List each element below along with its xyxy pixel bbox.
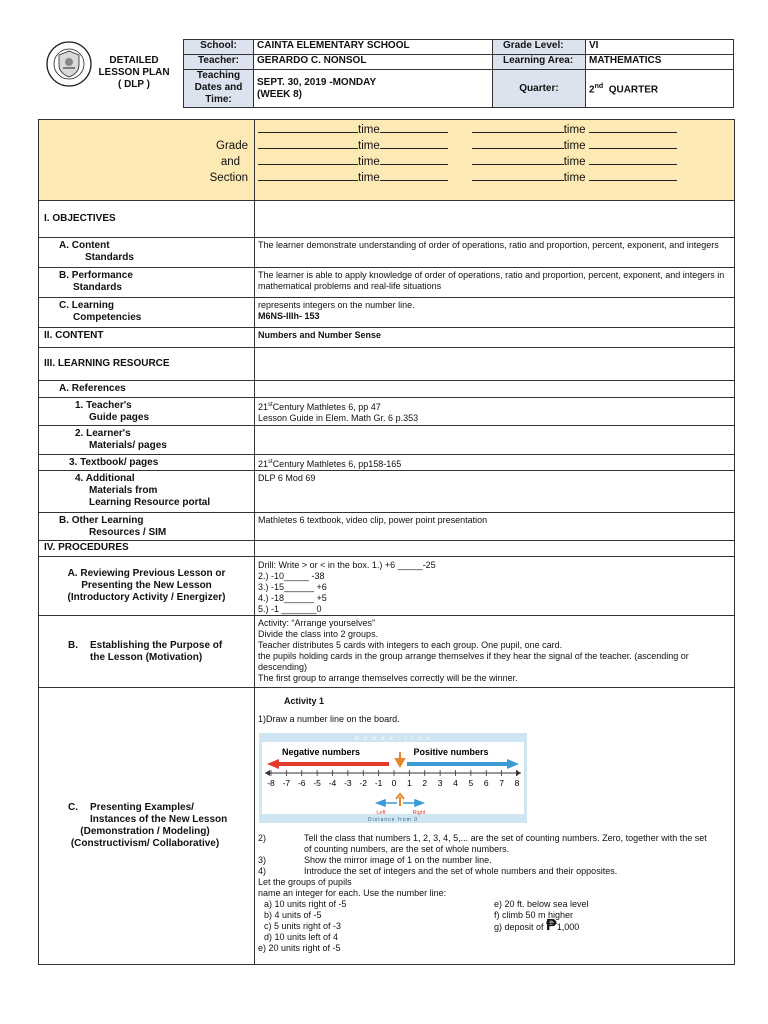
step-text: Show the mirror image of 1 on the number line.: [304, 855, 492, 865]
item-line: f) climb 50 m higher: [494, 910, 574, 920]
groups-line: Let the groups of pupils: [258, 877, 352, 887]
activity-line: the pupils holding cards in the group arrange themselves if they hear the signal of the teacher. (ascending or: [258, 651, 689, 661]
tick-label: -1: [374, 778, 383, 788]
procedure-b-activity: [255, 616, 735, 688]
section-label: Section: [209, 172, 248, 184]
ref-line: Lesson Guide in Elem. Math Gr. 6 p.353: [258, 413, 419, 423]
header-table: [183, 39, 734, 108]
time-line: time: [258, 154, 448, 170]
label-line: (Introductory Activity / Energizer): [67, 592, 226, 603]
drill-line: 2.) -10_____ -38: [258, 571, 325, 581]
label-line: Establishing the Purpose of: [90, 639, 223, 651]
number-line-diagram: [259, 733, 527, 823]
time-column-left: [258, 122, 448, 186]
tick-label: 7: [499, 778, 504, 788]
references-label: A. References: [39, 381, 255, 398]
teacher-label: Teacher:: [184, 55, 254, 70]
time-line: time: [258, 122, 448, 138]
textbook-label: 3. Textbook/ pages: [39, 455, 255, 471]
tick-label: 5: [468, 778, 474, 788]
performance-standards-text: The learner is able to apply knowledge of order of operations, ratio and proportion, percent, exponent, and integers in mathematical problems and real-life situations: [255, 268, 735, 298]
label-line: (Demonstration / Modeling): [80, 826, 210, 837]
tick-label: -4: [328, 778, 337, 788]
ref-num: 21: [258, 402, 269, 412]
time-line: time: [472, 122, 677, 138]
and-label: and: [220, 156, 240, 168]
other-resources-label: [39, 513, 255, 541]
tick-label: 3: [437, 778, 443, 788]
label-line: (Constructivism/ Collaborative): [70, 838, 220, 849]
label-line: Instances of the New Lesson: [90, 814, 228, 825]
teacher-value: GERARDO C. NONSOL: [254, 55, 493, 70]
tick-label: -8: [267, 778, 275, 788]
activity-line: Divide the class into 2 groups.: [258, 629, 379, 639]
textbook-text: [255, 455, 735, 471]
references-blank: [255, 381, 735, 398]
content-text: Numbers and Number Sense: [255, 328, 735, 348]
learning-competencies-label: [39, 298, 255, 328]
label-line: Presenting Examples/: [90, 802, 194, 813]
date-line: SEPT. 30, 2019 -MONDAY: [257, 76, 377, 88]
steps-list: [258, 833, 731, 877]
groups-line: name an integer for each. Use the number line:: [258, 888, 447, 898]
activity-line: Teacher distributes 5 cards with integers to each group. One pupil, one card.: [258, 640, 563, 650]
drill-line: 3.) -15______ +6: [258, 582, 327, 592]
activity-line: The first group to arrange themselves correctly will be the winner.: [258, 673, 518, 683]
item-line: a) 10 units right of -5: [264, 899, 347, 909]
label-line: Resources / SIM: [89, 527, 167, 538]
grade-label: Grade: [216, 140, 248, 152]
distance-label: Distance from 0: [367, 817, 419, 823]
quarter-sup: nd: [594, 82, 604, 90]
activity-line: Activity: “Arrange yourselves”: [258, 618, 376, 628]
procedures-blank: [255, 541, 735, 557]
quarter-label: Quarter:: [493, 70, 586, 108]
procedure-c-label: [39, 688, 255, 965]
label-line: Standards: [85, 252, 134, 263]
objectives-heading: I. OBJECTIVES: [39, 201, 255, 238]
other-resources-text: Mathletes 6 textbook, video clip, power point presentation: [255, 513, 735, 541]
teacher-guide-text: [255, 398, 735, 426]
procedure-b-label: [39, 616, 255, 688]
time-line: time: [472, 154, 677, 170]
grade-level-value: VI: [586, 40, 734, 55]
peso-sign: ₱: [546, 917, 557, 934]
title-line: ( DLP ): [117, 79, 151, 90]
learner-materials-label: [39, 426, 255, 455]
items-left-column: [258, 899, 494, 954]
competency-code: M6NS-IIIh- 153: [258, 311, 320, 321]
tick-label: -3: [344, 778, 352, 788]
dates-label-line: Dates and: [194, 82, 243, 93]
label-line: Guide pages: [89, 412, 150, 423]
additional-materials-text: DLP 6 Mod 69: [255, 471, 735, 513]
drill-line: 5.) -1 _______0: [258, 604, 322, 614]
step-text: of counting numbers, are the set of whole numbers.: [304, 844, 510, 854]
time-column-right: [472, 122, 677, 186]
content-heading: II. CONTENT: [39, 328, 255, 348]
tick-label: -6: [297, 778, 306, 788]
additional-materials-label: [39, 471, 255, 513]
quarter-num: 2: [589, 84, 595, 96]
ref-sup: st: [268, 459, 273, 465]
label-line: the Lesson (Motivation): [90, 651, 203, 663]
learner-materials-blank: [255, 426, 735, 455]
step-text: Introduce the set of integers and the set of whole numbers and their opposites.: [304, 866, 618, 876]
tick-label: 2: [422, 778, 428, 788]
learning-resource-heading: III. LEARNING RESOURCE: [39, 348, 255, 381]
negative-numbers-label: Negative numbers: [281, 747, 361, 757]
learning-competencies-text: [255, 298, 735, 328]
step-row: 4) Introduce the set of integers and the set of whole numbers and their opposites.: [258, 866, 618, 876]
deped-seal-icon: [46, 41, 92, 87]
dates-label-line: Teaching: [196, 70, 241, 81]
label-line: Materials from: [89, 485, 158, 496]
right-label: Right: [412, 810, 426, 816]
time-line: time: [472, 138, 677, 154]
quarter-value: [586, 70, 734, 108]
tick-label: 8: [514, 778, 520, 788]
quarter-word: QUARTER: [608, 84, 659, 96]
label-line: B. Other Learning: [59, 515, 144, 526]
label-line: Learning Resource portal: [89, 497, 211, 508]
tick-label: 6: [483, 778, 489, 788]
activity-step: 1)Draw a number line on the board.: [258, 714, 400, 724]
procedure-c-content: [255, 688, 735, 965]
tick-label: -2: [359, 778, 368, 788]
ref-title: Century Mathletes 6, pp 47: [272, 402, 381, 412]
grade-section-label: [39, 120, 255, 201]
ref-num: 21: [258, 459, 269, 469]
activity-title: Activity 1: [284, 696, 325, 706]
label-line: C. Learning: [59, 300, 115, 311]
school-value: CAINTA ELEMENTARY SCHOOL: [254, 40, 493, 55]
tick-label: -7: [282, 778, 291, 788]
teacher-guide-label: [39, 398, 255, 426]
content-standards-text: The learner demonstrate understanding of order of operations, ratio and proportion, percent, exponent, and integers: [255, 238, 735, 268]
item-line: b) 4 units of -5: [264, 910, 322, 920]
item-line: g) deposit of: [494, 922, 547, 932]
content-standards-label: [39, 238, 255, 268]
week-line: (WEEK 8): [257, 88, 302, 100]
step-row: 3) Show the mirror image of 1 on the number line.: [258, 855, 492, 865]
time-line: time: [258, 170, 448, 186]
tick-label: 0: [391, 778, 397, 788]
title-line: DETAILED: [109, 55, 159, 66]
items-right-column: [494, 899, 589, 954]
item-line: e) 20 ft. below sea level: [494, 899, 589, 909]
label-line: A. Reviewing Previous Lesson or: [67, 568, 226, 579]
step-text: Tell the class that numbers 1, 2, 3, 4, 5,... are the set of counting numbers. Zero, together with the set: [304, 833, 707, 843]
lesson-plan-table: [38, 119, 735, 965]
procedure-a-drill: [255, 557, 735, 616]
label-line: Materials/ pages: [89, 440, 167, 451]
tick-label: 1: [407, 778, 412, 788]
label-letter: C.: [68, 802, 78, 813]
ref-title: Century Mathletes 6, pp158-165: [272, 459, 402, 469]
activity-line: descending): [258, 662, 308, 672]
dates-value: [254, 70, 493, 108]
label-line: Competencies: [73, 312, 142, 323]
title-line: LESSON PLAN: [98, 67, 170, 78]
label-line: Standards: [73, 282, 122, 293]
school-label: School:: [184, 40, 254, 55]
left-label: Left: [376, 810, 386, 816]
learning-area-value: MATHEMATICS: [586, 55, 734, 70]
items-columns: [258, 899, 731, 954]
drill-line: 4.) -18______ +5: [258, 593, 327, 603]
learning-resource-blank: [255, 348, 735, 381]
time-line: time: [472, 170, 677, 186]
item-line: e) 20 units right of -5: [258, 943, 341, 953]
label-line: Presenting the New Lesson: [81, 580, 212, 591]
item-line: c) 5 units right of -3: [264, 921, 342, 931]
performance-standards-label: [39, 268, 255, 298]
learning-area-label: Learning Area:: [493, 55, 586, 70]
drill-line: Drill: Write > or < in the box. 1.) +6 _____-25: [258, 560, 436, 570]
diagram-header: N u m b e r l i n e: [354, 736, 432, 742]
grade-level-label: Grade Level:: [493, 40, 586, 55]
deposit-amount: 1,000: [556, 922, 580, 932]
label-line: 1. Teacher's: [75, 400, 132, 411]
positive-numbers-label: Positive numbers: [413, 747, 489, 757]
ref-sup: st: [268, 402, 273, 408]
tick-label: 4: [453, 778, 458, 788]
label-line: A. Content: [59, 240, 110, 251]
item-line: d) 10 units left of 4: [264, 932, 339, 942]
step-row: 2) Tell the class that numbers 1, 2, 3, 4, 5,... are the set of counting numbers. Zero, together with the set: [258, 833, 707, 843]
objectives-blank: [255, 201, 735, 238]
procedures-heading: IV. PROCEDURES: [39, 541, 255, 557]
lesson-plan-title: [88, 55, 180, 91]
dates-label-line: Time:: [205, 94, 232, 105]
label-letter: B.: [68, 639, 78, 651]
grade-section-times: [255, 120, 735, 201]
label-line: 2. Learner's: [75, 428, 131, 439]
time-line: time: [258, 138, 448, 154]
label-line: 4. Additional: [75, 473, 135, 484]
label-line: B. Performance: [59, 270, 133, 281]
procedure-a-label: [39, 557, 255, 616]
competency-text: represents integers on the number line.: [258, 300, 415, 310]
dates-label: [184, 70, 254, 108]
tick-label: -5: [313, 778, 321, 788]
